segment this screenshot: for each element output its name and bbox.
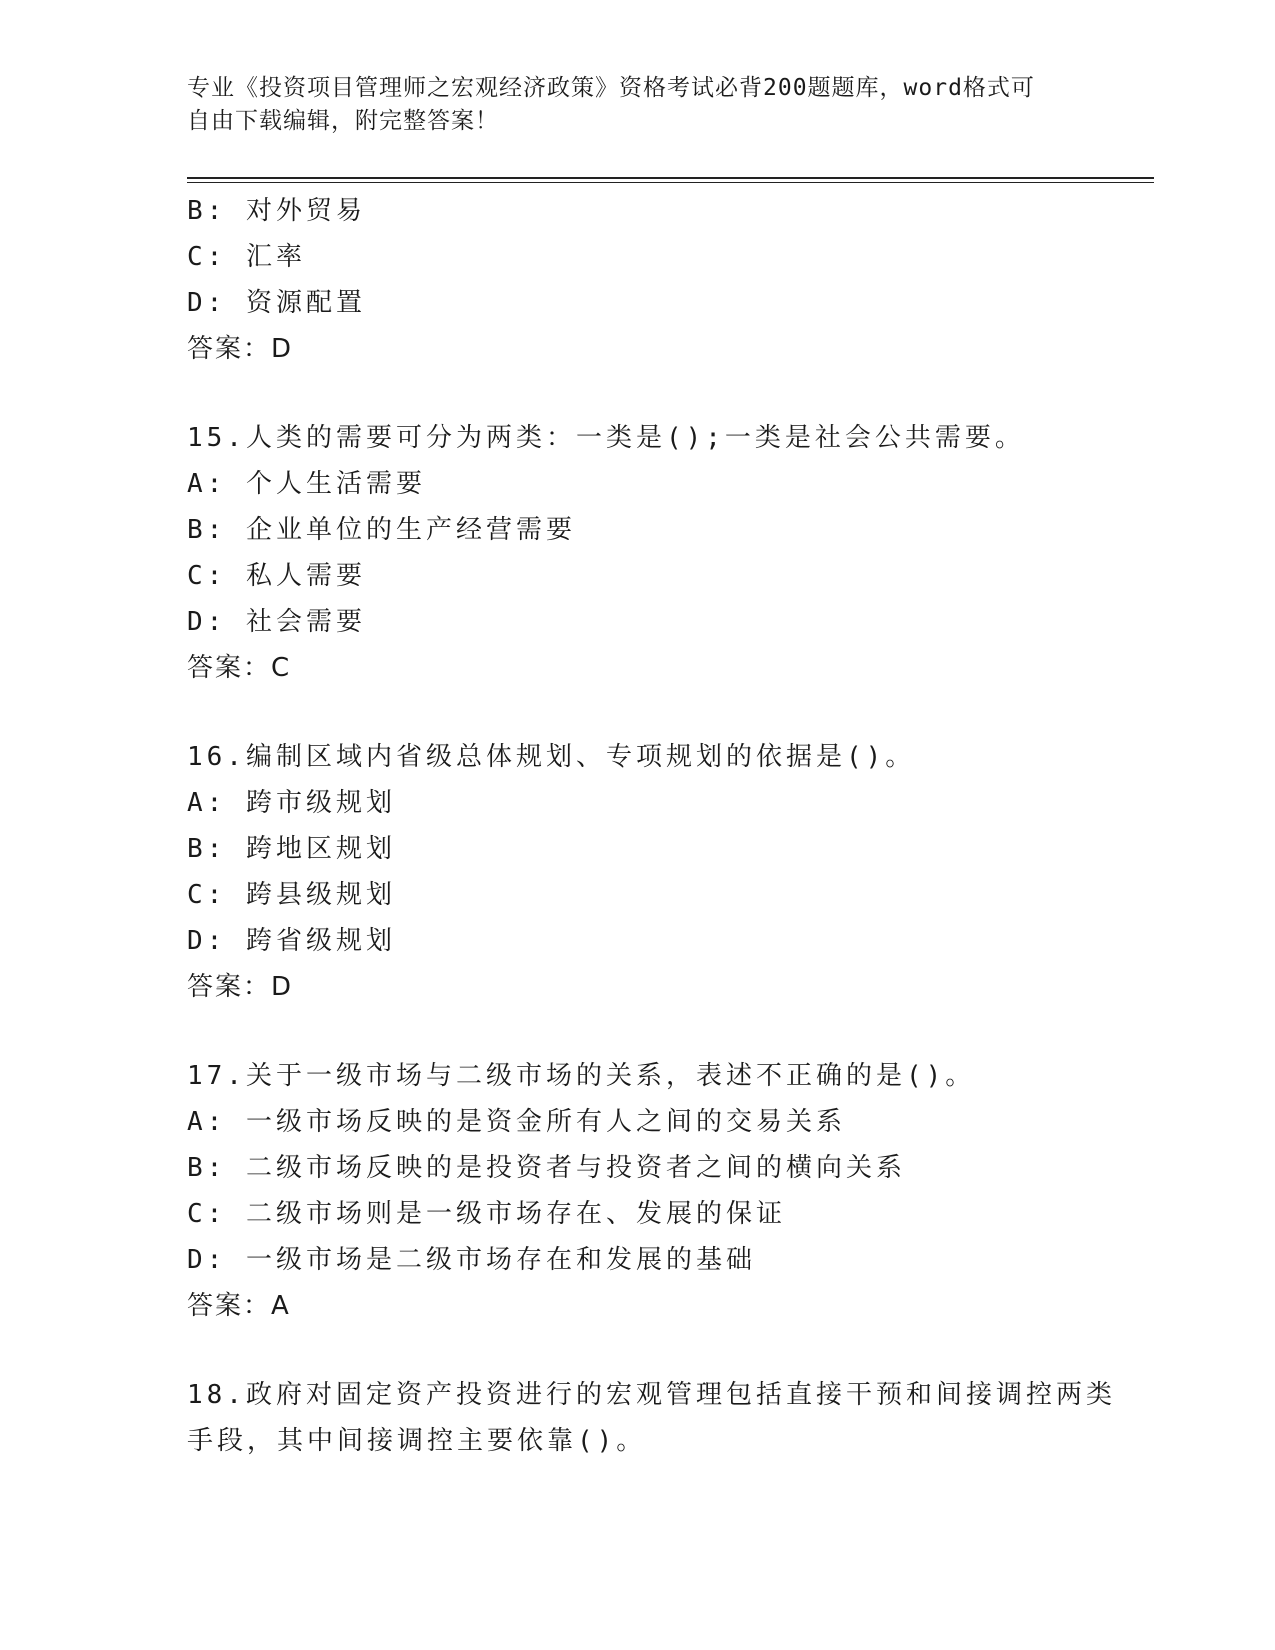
- option-b: B: 二级市场反映的是投资者与投资者之间的横向关系: [187, 1153, 906, 1183]
- question-title: 15.人类的需要可分为两类：一类是();一类是社会公共需要。: [187, 423, 1025, 453]
- option-c: C: 跨县级规划: [187, 880, 396, 910]
- question-block-17: [187, 1053, 1087, 1329]
- option-b: B: 对外贸易: [187, 196, 366, 226]
- option-d: D: 资源配置: [187, 288, 366, 318]
- answer-text: 答案：D: [187, 972, 294, 1002]
- option-c: C: 私人需要: [187, 561, 366, 591]
- option-d: D: 跨省级规划: [187, 926, 396, 956]
- question-block-18: [187, 1372, 1116, 1464]
- header-title-line1: 专业《投资项目管理师之宏观经济政策》资格考试必背200题题库，word格式可: [187, 75, 1035, 101]
- option-a: A: 跨市级规划: [187, 788, 396, 818]
- header-title-line2: 自由下载编辑，附完整答案！: [187, 108, 499, 134]
- answer-text: 答案：A: [187, 1291, 291, 1321]
- question-title-line2: 手段，其中间接调控主要依靠()。: [187, 1426, 647, 1456]
- option-c: C: 二级市场则是一级市场存在、发展的保证: [187, 1199, 786, 1229]
- option-a: A: 一级市场反映的是资金所有人之间的交易关系: [187, 1107, 846, 1137]
- question-title: 16.编制区域内省级总体规划、专项规划的依据是()。: [187, 742, 916, 772]
- option-a: A: 个人生活需要: [187, 469, 426, 499]
- option-c: C: 汇率: [187, 242, 306, 272]
- answer-text: 答案：C: [187, 653, 292, 683]
- question-title: 17.关于一级市场与二级市场的关系，表述不正确的是()。: [187, 1061, 976, 1091]
- question-block-14: [187, 188, 1087, 372]
- option-b: B: 企业单位的生产经营需要: [187, 515, 576, 545]
- question-block-15: [187, 415, 1087, 691]
- option-b: B: 跨地区规划: [187, 834, 396, 864]
- option-d: D: 一级市场是二级市场存在和发展的基础: [187, 1245, 756, 1275]
- page-header: [187, 72, 1067, 138]
- question-list: [187, 188, 1116, 1464]
- answer-text: 答案：D: [187, 334, 294, 364]
- header-divider: [187, 177, 1154, 183]
- question-title-line1: 18.政府对固定资产投资进行的宏观管理包括直接干预和间接调控两类: [187, 1380, 1116, 1410]
- question-block-16: [187, 734, 1087, 1010]
- option-d: D: 社会需要: [187, 607, 366, 637]
